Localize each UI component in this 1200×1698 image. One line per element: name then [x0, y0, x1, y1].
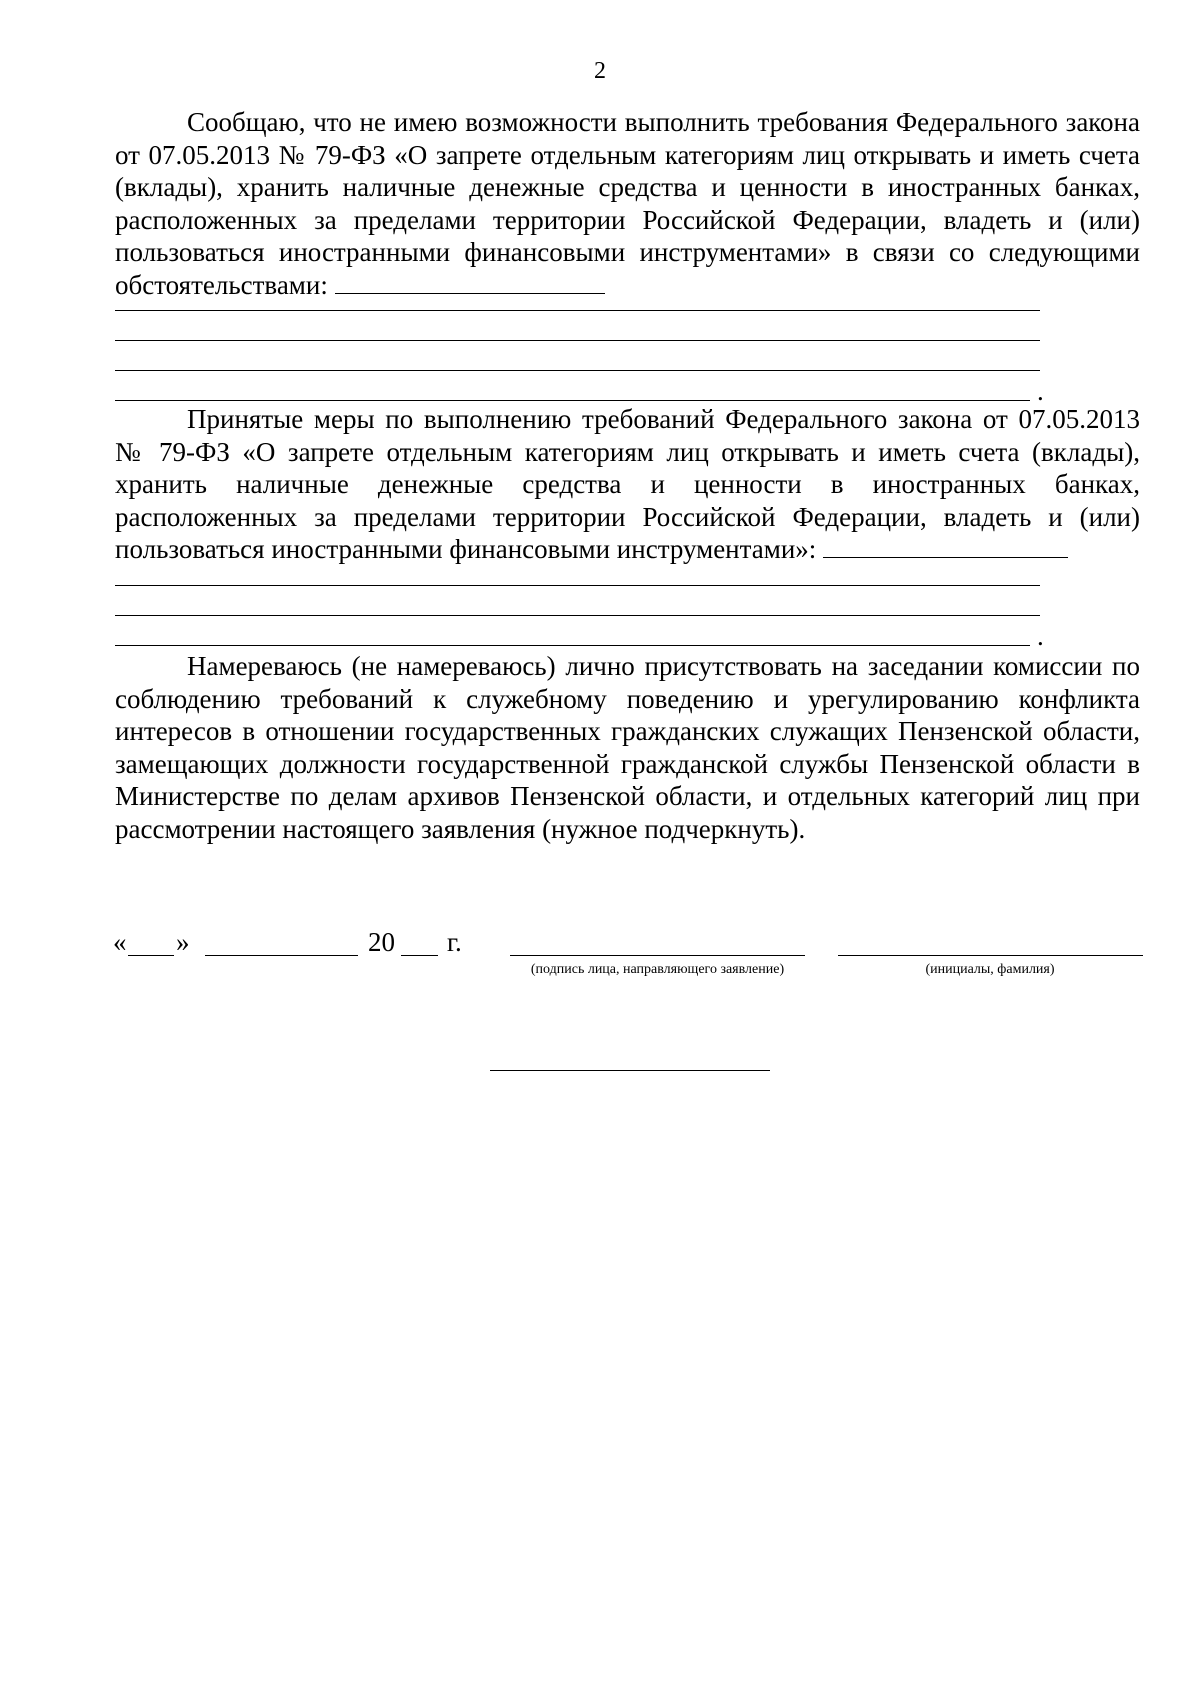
circumstances-blank-line-4[interactable]: [115, 400, 1030, 401]
measures-blank-line-1[interactable]: [115, 585, 1040, 586]
signature-blank[interactable]: [510, 955, 805, 956]
measures-blank-line-3[interactable]: [115, 645, 1030, 646]
paragraph-circumstances-text: Сообщаю, что не имею возможности выполнить требования Федерального закона от 07.05.2013 № 79-ФЗ «О запрете отдельным категориям лиц открывать и иметь счета (вклады), хранить наличные денежные средства и ценности в иностранных банках, расположенных за пределами территории Российской Федерации, владеть и (или) пользоваться иностранными финансовыми инструментами» в связи со следующими обстоятельствами:: [115, 107, 1140, 300]
circumstances-blank-line-2[interactable]: [115, 340, 1040, 341]
paragraph-measures: [115, 403, 1140, 566]
date-year-blank[interactable]: [401, 955, 438, 956]
date-day-blank[interactable]: [128, 955, 174, 956]
circumstances-blank-line-1[interactable]: [115, 310, 1040, 311]
closing-divider: [490, 1070, 770, 1071]
date-open-quote: «: [113, 927, 127, 957]
measures-blank-line-2[interactable]: [115, 615, 1040, 616]
paragraph-measures-text: Принятые меры по выполнению требований Федерального закона от 07.05.2013 № 79-ФЗ «О запрете отдельным категориям лиц открывать и иметь счета (вклады), хранить наличные денежные средства и ценности в иностранных банках, расположенных за пределами территории Российской Федерации, владеть и (или) пользоваться иностранными финансовыми инструментами»:: [115, 404, 1140, 564]
page-number: 2: [594, 58, 606, 84]
measures-end-mark: .: [1037, 621, 1044, 651]
paragraph-circumstances: [115, 106, 1140, 301]
date-month-blank[interactable]: [205, 955, 358, 956]
name-caption: (инициалы, фамилия): [925, 962, 1055, 977]
measures-inline-blank[interactable]: [823, 535, 1068, 558]
circumstances-inline-blank[interactable]: [335, 271, 605, 294]
date-year-suffix: г.: [447, 927, 462, 957]
signature-caption: (подпись лица, направляющего заявление): [530, 962, 785, 977]
circumstances-blank-line-3[interactable]: [115, 370, 1040, 371]
paragraph-attendance: Намереваюсь (не намереваюсь) лично присутствовать на заседании комиссии по соблюдению требований к служебному поведению и урегулированию конфликта интересов в отношении государственных гражданских служащих Пензенской области, замещающих должности государственной гражданской службы Пензенской области в Министерстве по делам архивов Пензенской области, и отдельных категорий лиц при рассмотрении настоящего заявления (нужное подчеркнуть).: [115, 651, 1140, 844]
circumstances-end-mark: .: [1037, 376, 1044, 406]
date-close-quote: »: [176, 927, 190, 957]
name-blank[interactable]: [838, 955, 1143, 956]
date-year-prefix: 20: [368, 927, 395, 957]
